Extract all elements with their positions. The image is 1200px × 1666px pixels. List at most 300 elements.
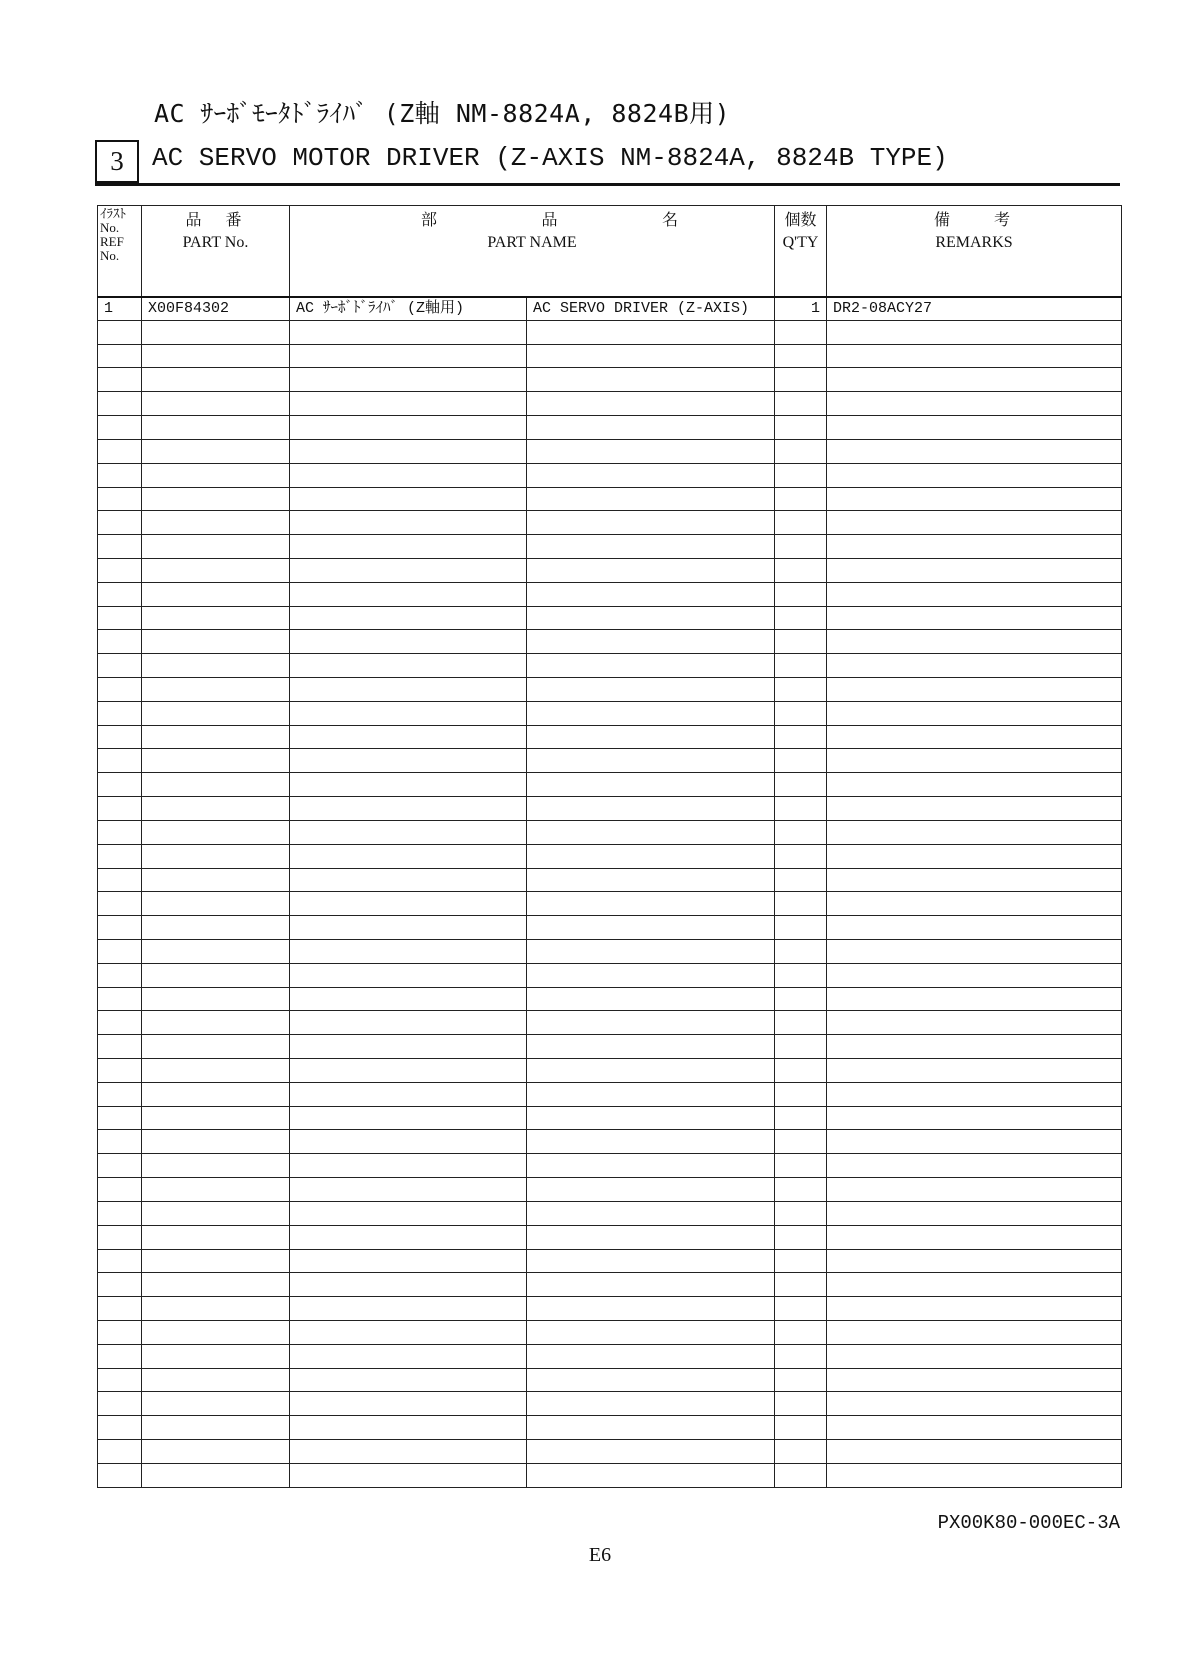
empty-cell bbox=[142, 654, 290, 678]
empty-cell bbox=[527, 868, 775, 892]
empty-cell bbox=[98, 1225, 142, 1249]
empty-cell bbox=[827, 1201, 1122, 1225]
empty-cell bbox=[98, 392, 142, 416]
empty-cell bbox=[98, 749, 142, 773]
empty-cell bbox=[142, 320, 290, 344]
empty-cell bbox=[98, 678, 142, 702]
empty-cell bbox=[98, 963, 142, 987]
cell-name-en: AC SERVO DRIVER (Z-AXIS) bbox=[527, 297, 775, 321]
empty-cell bbox=[290, 535, 527, 559]
empty-cell bbox=[98, 1416, 142, 1440]
empty-cell bbox=[827, 1082, 1122, 1106]
empty-cell bbox=[827, 439, 1122, 463]
empty-cell bbox=[527, 1178, 775, 1202]
table-row bbox=[98, 773, 1122, 797]
empty-cell bbox=[142, 368, 290, 392]
empty-cell bbox=[827, 487, 1122, 511]
table-row bbox=[98, 1154, 1122, 1178]
empty-cell bbox=[527, 1463, 775, 1487]
table-row bbox=[98, 1440, 1122, 1464]
empty-cell bbox=[527, 1011, 775, 1035]
empty-cell bbox=[827, 1035, 1122, 1059]
empty-cell bbox=[98, 844, 142, 868]
empty-cell bbox=[142, 939, 290, 963]
empty-cell bbox=[290, 987, 527, 1011]
table-row bbox=[98, 987, 1122, 1011]
empty-cell bbox=[290, 630, 527, 654]
cell-remarks: DR2-08ACY27 bbox=[827, 297, 1122, 321]
empty-cell bbox=[98, 1059, 142, 1083]
empty-cell bbox=[142, 1273, 290, 1297]
empty-cell bbox=[527, 1082, 775, 1106]
empty-cell bbox=[142, 535, 290, 559]
parts-list-table bbox=[97, 205, 1122, 1488]
empty-cell bbox=[827, 558, 1122, 582]
empty-cell bbox=[527, 916, 775, 940]
empty-cell bbox=[98, 773, 142, 797]
empty-cell bbox=[290, 1249, 527, 1273]
empty-cell bbox=[290, 1225, 527, 1249]
empty-cell bbox=[827, 1440, 1122, 1464]
empty-cell bbox=[527, 820, 775, 844]
empty-cell bbox=[775, 1416, 827, 1440]
empty-cell bbox=[775, 987, 827, 1011]
empty-cell bbox=[142, 868, 290, 892]
empty-cell bbox=[142, 963, 290, 987]
empty-cell bbox=[290, 1059, 527, 1083]
empty-cell bbox=[142, 1130, 290, 1154]
table-row bbox=[98, 654, 1122, 678]
empty-cell bbox=[98, 416, 142, 440]
empty-cell bbox=[527, 463, 775, 487]
table-row bbox=[98, 844, 1122, 868]
empty-cell bbox=[827, 606, 1122, 630]
table-row bbox=[98, 1392, 1122, 1416]
empty-cell bbox=[142, 1011, 290, 1035]
empty-cell bbox=[527, 1249, 775, 1273]
table-row bbox=[98, 582, 1122, 606]
empty-cell bbox=[527, 1416, 775, 1440]
empty-cell bbox=[98, 701, 142, 725]
empty-cell bbox=[142, 1059, 290, 1083]
empty-cell bbox=[98, 320, 142, 344]
empty-cell bbox=[98, 916, 142, 940]
empty-cell bbox=[527, 1273, 775, 1297]
empty-cell bbox=[290, 654, 527, 678]
cell-name-jp: AC ｻｰﾎﾞﾄﾞﾗｲﾊﾞ (Z軸用) bbox=[290, 297, 527, 321]
empty-cell bbox=[527, 1154, 775, 1178]
empty-cell bbox=[290, 511, 527, 535]
empty-cell bbox=[290, 1368, 527, 1392]
empty-cell bbox=[290, 1154, 527, 1178]
empty-cell bbox=[142, 1344, 290, 1368]
table-row bbox=[98, 1106, 1122, 1130]
empty-cell bbox=[290, 939, 527, 963]
empty-cell bbox=[775, 439, 827, 463]
table-row bbox=[98, 1059, 1122, 1083]
header-ref-jp: ｲﾗｽﾄ bbox=[100, 206, 126, 221]
empty-cell bbox=[98, 1463, 142, 1487]
empty-cell bbox=[775, 1011, 827, 1035]
empty-cell bbox=[142, 987, 290, 1011]
table-row bbox=[98, 439, 1122, 463]
empty-cell bbox=[98, 868, 142, 892]
empty-cell bbox=[142, 558, 290, 582]
empty-cell bbox=[775, 487, 827, 511]
empty-cell bbox=[775, 320, 827, 344]
empty-cell bbox=[775, 773, 827, 797]
empty-cell bbox=[98, 1392, 142, 1416]
empty-cell bbox=[142, 820, 290, 844]
empty-cell bbox=[98, 797, 142, 821]
empty-cell bbox=[527, 963, 775, 987]
empty-cell bbox=[290, 606, 527, 630]
empty-cell bbox=[827, 535, 1122, 559]
header-part-no-jp: 品 番 bbox=[185, 212, 246, 229]
empty-cell bbox=[527, 606, 775, 630]
empty-cell bbox=[290, 916, 527, 940]
empty-cell bbox=[827, 368, 1122, 392]
empty-cell bbox=[290, 558, 527, 582]
empty-cell bbox=[98, 1440, 142, 1464]
table-row bbox=[98, 725, 1122, 749]
table-row bbox=[98, 963, 1122, 987]
empty-cell bbox=[827, 344, 1122, 368]
empty-cell bbox=[98, 1249, 142, 1273]
empty-cell bbox=[827, 1392, 1122, 1416]
empty-cell bbox=[775, 844, 827, 868]
empty-cell bbox=[775, 939, 827, 963]
empty-cell bbox=[527, 535, 775, 559]
empty-cell bbox=[98, 439, 142, 463]
empty-cell bbox=[98, 820, 142, 844]
empty-cell bbox=[827, 1154, 1122, 1178]
table-row bbox=[98, 463, 1122, 487]
table-header bbox=[98, 206, 1122, 297]
empty-cell bbox=[290, 1463, 527, 1487]
empty-cell bbox=[527, 1035, 775, 1059]
table-row bbox=[98, 297, 1122, 321]
table-row bbox=[98, 1249, 1122, 1273]
table-row bbox=[98, 1035, 1122, 1059]
empty-cell bbox=[827, 1463, 1122, 1487]
empty-cell bbox=[527, 1320, 775, 1344]
empty-cell bbox=[142, 606, 290, 630]
table-row bbox=[98, 1368, 1122, 1392]
empty-cell bbox=[775, 1154, 827, 1178]
empty-cell bbox=[775, 630, 827, 654]
empty-cell bbox=[827, 916, 1122, 940]
empty-cell bbox=[775, 1106, 827, 1130]
empty-cell bbox=[142, 463, 290, 487]
empty-cell bbox=[775, 463, 827, 487]
header-part-name-jp-1: 部 bbox=[421, 212, 438, 229]
empty-cell bbox=[527, 487, 775, 511]
empty-cell bbox=[827, 463, 1122, 487]
empty-cell bbox=[290, 749, 527, 773]
empty-cell bbox=[775, 1440, 827, 1464]
empty-cell bbox=[827, 1011, 1122, 1035]
empty-cell bbox=[290, 320, 527, 344]
empty-cell bbox=[290, 463, 527, 487]
empty-cell bbox=[827, 1297, 1122, 1321]
header-part-name-en: PART NAME bbox=[487, 234, 577, 251]
empty-cell bbox=[290, 892, 527, 916]
empty-cell bbox=[527, 1059, 775, 1083]
empty-cell bbox=[527, 1225, 775, 1249]
empty-cell bbox=[827, 1059, 1122, 1083]
empty-cell bbox=[98, 1130, 142, 1154]
empty-cell bbox=[290, 1416, 527, 1440]
empty-cell bbox=[527, 582, 775, 606]
table-row bbox=[98, 701, 1122, 725]
empty-cell bbox=[290, 344, 527, 368]
empty-cell bbox=[775, 1320, 827, 1344]
empty-cell bbox=[98, 654, 142, 678]
header-part-name bbox=[290, 206, 775, 297]
table-row bbox=[98, 558, 1122, 582]
empty-cell bbox=[290, 416, 527, 440]
empty-cell bbox=[527, 701, 775, 725]
empty-cell bbox=[775, 916, 827, 940]
empty-cell bbox=[527, 1106, 775, 1130]
empty-cell bbox=[98, 1178, 142, 1202]
empty-cell bbox=[98, 1011, 142, 1035]
title-english: AC SERVO MOTOR DRIVER (Z-AXIS NM-8824A, 8824B TYPE) bbox=[152, 143, 948, 173]
table-row bbox=[98, 535, 1122, 559]
empty-cell bbox=[827, 1416, 1122, 1440]
empty-cell bbox=[775, 868, 827, 892]
empty-cell bbox=[142, 1154, 290, 1178]
empty-cell bbox=[142, 844, 290, 868]
table-row bbox=[98, 487, 1122, 511]
table-row bbox=[98, 939, 1122, 963]
empty-cell bbox=[827, 1273, 1122, 1297]
empty-cell bbox=[98, 1273, 142, 1297]
empty-cell bbox=[827, 1225, 1122, 1249]
empty-cell bbox=[142, 1416, 290, 1440]
header-remarks-en: REMARKS bbox=[935, 234, 1013, 251]
header-part-name-jp bbox=[296, 210, 768, 232]
empty-cell bbox=[290, 582, 527, 606]
header-qty-en: Q'TY bbox=[782, 234, 819, 251]
empty-cell bbox=[775, 1463, 827, 1487]
table-row bbox=[98, 630, 1122, 654]
empty-cell bbox=[527, 344, 775, 368]
empty-cell bbox=[775, 344, 827, 368]
header-ref-no-label: No. bbox=[100, 220, 120, 235]
table-row bbox=[98, 868, 1122, 892]
empty-cell bbox=[827, 1320, 1122, 1344]
empty-cell bbox=[775, 368, 827, 392]
empty-cell bbox=[142, 1178, 290, 1202]
empty-cell bbox=[527, 392, 775, 416]
header-ref-no bbox=[98, 206, 142, 297]
empty-cell bbox=[827, 701, 1122, 725]
empty-cell bbox=[527, 654, 775, 678]
table-row bbox=[98, 1273, 1122, 1297]
empty-cell bbox=[775, 892, 827, 916]
table-row bbox=[98, 1011, 1122, 1035]
empty-cell bbox=[142, 1249, 290, 1273]
empty-cell bbox=[290, 797, 527, 821]
empty-cell bbox=[142, 1106, 290, 1130]
table-row bbox=[98, 1344, 1122, 1368]
table-row bbox=[98, 1320, 1122, 1344]
empty-cell bbox=[290, 963, 527, 987]
empty-cell bbox=[827, 820, 1122, 844]
table-row bbox=[98, 797, 1122, 821]
empty-cell bbox=[290, 868, 527, 892]
table-row bbox=[98, 1082, 1122, 1106]
table-row bbox=[98, 1130, 1122, 1154]
header-ref-en: REF bbox=[100, 234, 124, 249]
empty-cell bbox=[142, 797, 290, 821]
table-row bbox=[98, 606, 1122, 630]
empty-cell bbox=[290, 1440, 527, 1464]
empty-cell bbox=[775, 558, 827, 582]
empty-cell bbox=[775, 582, 827, 606]
empty-cell bbox=[142, 582, 290, 606]
empty-cell bbox=[827, 1106, 1122, 1130]
empty-cell bbox=[527, 1344, 775, 1368]
empty-cell bbox=[827, 773, 1122, 797]
empty-cell bbox=[290, 844, 527, 868]
empty-cell bbox=[775, 1082, 827, 1106]
empty-cell bbox=[98, 1297, 142, 1321]
empty-cell bbox=[527, 558, 775, 582]
empty-cell bbox=[827, 749, 1122, 773]
empty-cell bbox=[827, 1130, 1122, 1154]
empty-cell bbox=[827, 654, 1122, 678]
empty-cell bbox=[527, 511, 775, 535]
table-row bbox=[98, 416, 1122, 440]
empty-cell bbox=[142, 1082, 290, 1106]
empty-cell bbox=[827, 868, 1122, 892]
empty-cell bbox=[98, 1082, 142, 1106]
table-row bbox=[98, 392, 1122, 416]
empty-cell bbox=[142, 439, 290, 463]
empty-cell bbox=[142, 487, 290, 511]
empty-cell bbox=[290, 1273, 527, 1297]
empty-cell bbox=[527, 368, 775, 392]
empty-cell bbox=[142, 1225, 290, 1249]
empty-cell bbox=[98, 368, 142, 392]
empty-cell bbox=[527, 987, 775, 1011]
table-row bbox=[98, 1297, 1122, 1321]
empty-cell bbox=[527, 892, 775, 916]
empty-cell bbox=[527, 844, 775, 868]
empty-cell bbox=[142, 1035, 290, 1059]
empty-cell bbox=[827, 963, 1122, 987]
table-row bbox=[98, 892, 1122, 916]
empty-cell bbox=[142, 416, 290, 440]
empty-cell bbox=[827, 1249, 1122, 1273]
empty-cell bbox=[290, 439, 527, 463]
empty-cell bbox=[290, 701, 527, 725]
empty-cell bbox=[290, 1344, 527, 1368]
table-row bbox=[98, 511, 1122, 535]
empty-cell bbox=[775, 1059, 827, 1083]
table-row bbox=[98, 1463, 1122, 1487]
empty-cell bbox=[775, 1201, 827, 1225]
empty-cell bbox=[290, 1011, 527, 1035]
empty-cell bbox=[142, 1320, 290, 1344]
empty-cell bbox=[142, 1201, 290, 1225]
empty-cell bbox=[775, 606, 827, 630]
section-number-box: 3 bbox=[95, 140, 139, 183]
empty-cell bbox=[98, 1035, 142, 1059]
table-row bbox=[98, 344, 1122, 368]
empty-cell bbox=[775, 797, 827, 821]
table-row bbox=[98, 678, 1122, 702]
empty-cell bbox=[775, 701, 827, 725]
empty-cell bbox=[290, 1130, 527, 1154]
empty-cell bbox=[827, 630, 1122, 654]
empty-cell bbox=[527, 773, 775, 797]
header-ref-no-label-2: No. bbox=[100, 248, 120, 263]
empty-cell bbox=[527, 797, 775, 821]
empty-cell bbox=[775, 535, 827, 559]
empty-cell bbox=[142, 1392, 290, 1416]
empty-cell bbox=[98, 344, 142, 368]
empty-cell bbox=[527, 1392, 775, 1416]
cell-qty: 1 bbox=[775, 297, 827, 321]
empty-cell bbox=[775, 1249, 827, 1273]
empty-cell bbox=[142, 749, 290, 773]
empty-cell bbox=[290, 1035, 527, 1059]
empty-cell bbox=[527, 749, 775, 773]
cell-part-no: X00F84302 bbox=[142, 297, 290, 321]
empty-cell bbox=[775, 1297, 827, 1321]
empty-cell bbox=[527, 1130, 775, 1154]
empty-cell bbox=[775, 749, 827, 773]
empty-cell bbox=[142, 511, 290, 535]
empty-cell bbox=[527, 1201, 775, 1225]
empty-cell bbox=[98, 511, 142, 535]
empty-cell bbox=[827, 1344, 1122, 1368]
empty-cell bbox=[827, 1368, 1122, 1392]
empty-cell bbox=[98, 1368, 142, 1392]
title-japanese: AC ｻｰﾎﾞﾓｰﾀﾄﾞﾗｲﾊﾞ (Z軸 NM-8824A, 8824B用) bbox=[154, 99, 731, 128]
empty-cell bbox=[527, 416, 775, 440]
empty-cell bbox=[827, 797, 1122, 821]
empty-cell bbox=[775, 963, 827, 987]
empty-cell bbox=[527, 1440, 775, 1464]
empty-cell bbox=[775, 1035, 827, 1059]
empty-cell bbox=[290, 1178, 527, 1202]
empty-cell bbox=[290, 725, 527, 749]
header-remarks-jp: 備 考 bbox=[934, 212, 1015, 229]
empty-cell bbox=[98, 725, 142, 749]
table-row bbox=[98, 749, 1122, 773]
table-row bbox=[98, 1225, 1122, 1249]
header-qty bbox=[775, 206, 827, 297]
table-body bbox=[98, 297, 1122, 1488]
empty-cell bbox=[98, 463, 142, 487]
empty-cell bbox=[98, 630, 142, 654]
header-remarks bbox=[827, 206, 1122, 297]
empty-cell bbox=[142, 1297, 290, 1321]
empty-cell bbox=[290, 392, 527, 416]
empty-cell bbox=[827, 844, 1122, 868]
empty-cell bbox=[98, 558, 142, 582]
empty-cell bbox=[290, 1201, 527, 1225]
header-part-name-jp-3: 名 bbox=[662, 212, 679, 229]
empty-cell bbox=[775, 1344, 827, 1368]
header-part-no bbox=[142, 206, 290, 297]
empty-cell bbox=[98, 892, 142, 916]
